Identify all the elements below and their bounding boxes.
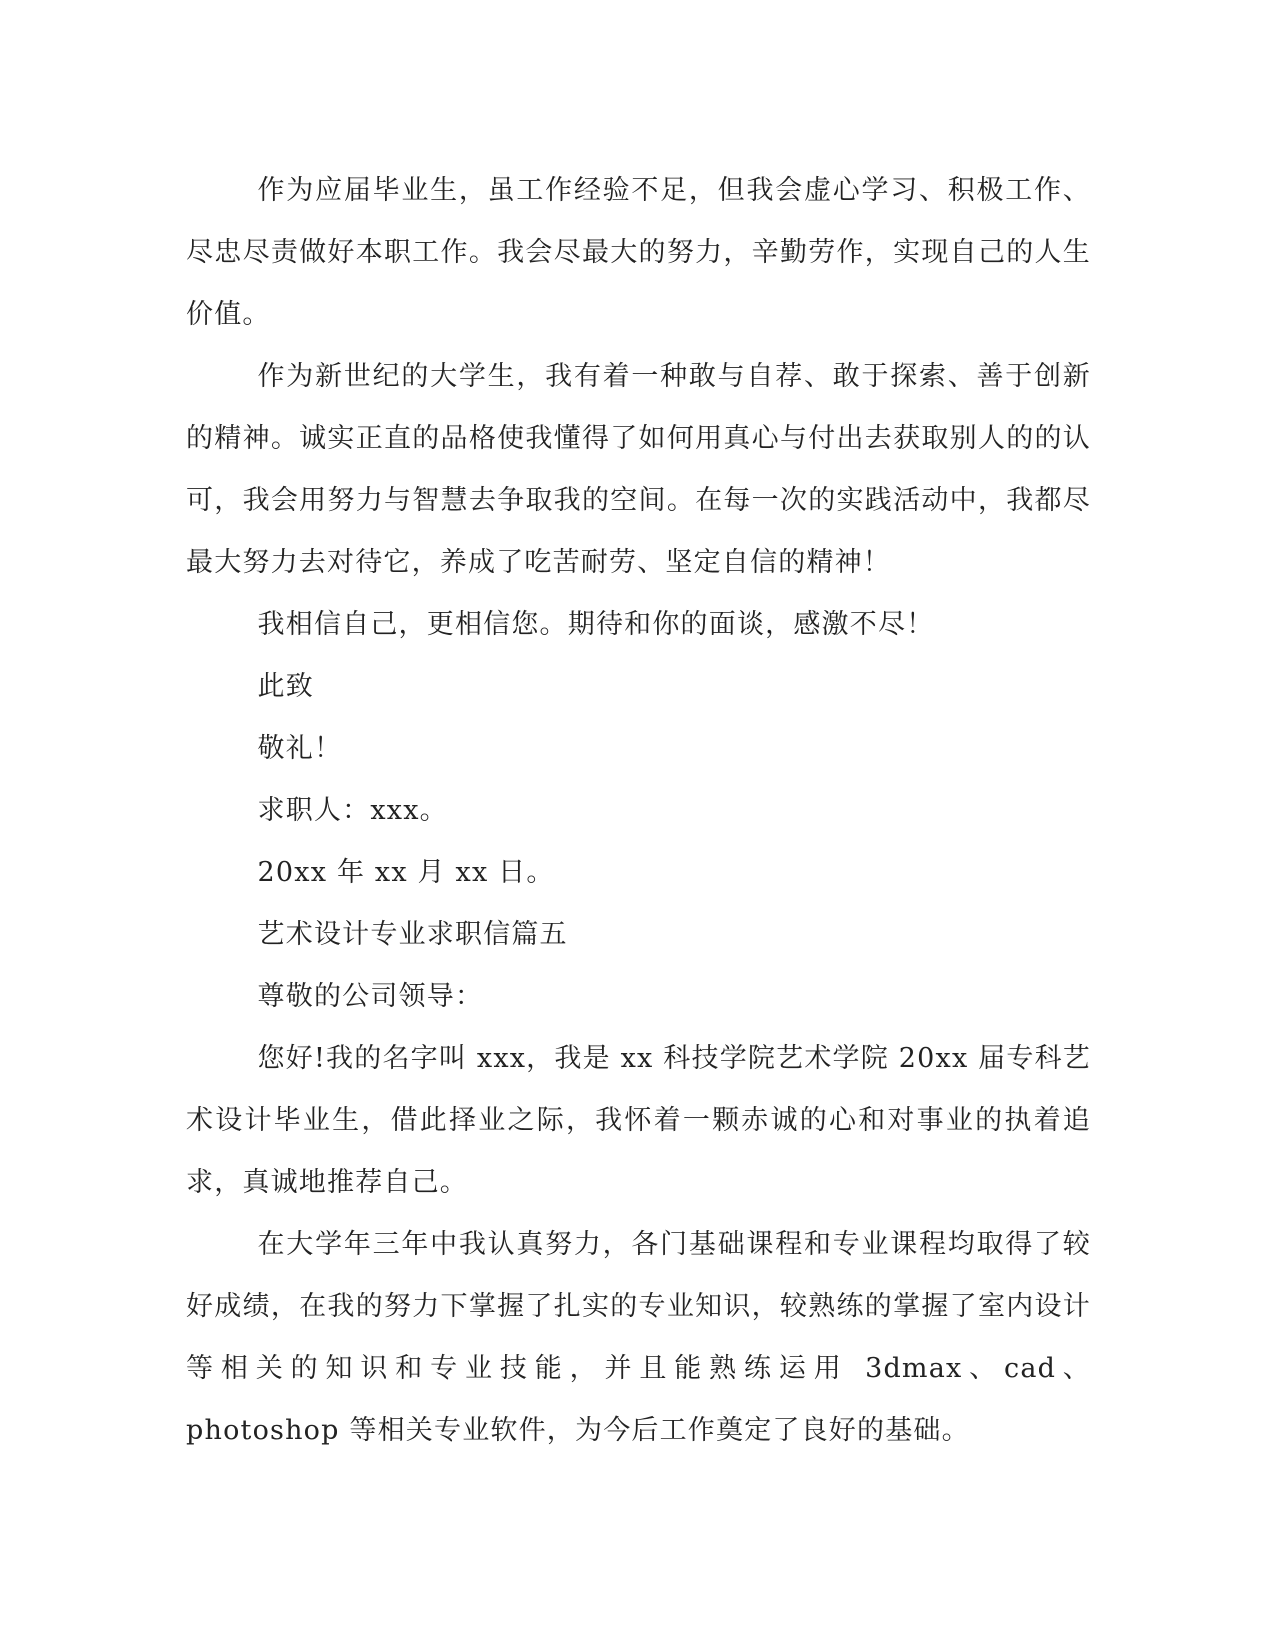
paragraph-spirit: 作为新世纪的大学生，我有着一种敢与自荐、敢于探索、善于创新的精神。诚实正直的品格使我懂得了如何用真心与付出去获取别人的的认可，我会用努力与智慧去争取我的空间。在每一次的实践活动中，我都尽最大努力去对待它，养成了吃苦耐劳、坚定自信的精神！	[186, 361, 1091, 578]
document-body	[186, 160, 1091, 1462]
paragraph-introduction: 您好!我的名字叫 xxx，我是 xx 科技学院艺术学院 20xx 届专科艺术设计毕业生，借此择业之际，我怀着一颗赤诚的心和对事业的执着追求，真诚地推荐自己。	[186, 1043, 1091, 1198]
greeting: 尊敬的公司领导：	[257, 981, 484, 1012]
letter-date: 20xx 年 xx 月 xx 日。	[257, 857, 555, 888]
salutation-jingli: 敬礼！	[257, 733, 343, 764]
section-heading: 艺术设计专业求职信篇五	[257, 919, 568, 950]
applicant-signature: 求职人：xxx。	[257, 795, 448, 826]
paragraph-experience: 作为应届毕业生，虽工作经验不足，但我会虚心学习、积极工作、尽忠尽责做好本职工作。我会尽最大的努力，辛勤劳作，实现自己的人生价值。	[186, 175, 1091, 330]
salutation-cizhi: 此致	[257, 671, 314, 702]
paragraph-studies: 在大学年三年中我认真努力，各门基础课程和专业课程均取得了较好成绩，在我的努力下掌握了扎实的专业知识，较熟练的掌握了室内设计等相关的知识和专业技能，并且能熟练运用 3dmax、cad、photoshop 等相关专业软件，为今后工作奠定了良好的基础。	[186, 1229, 1091, 1446]
paragraph-closing-thanks: 我相信自己，更相信您。期待和你的面谈，感激不尽！	[257, 609, 935, 640]
